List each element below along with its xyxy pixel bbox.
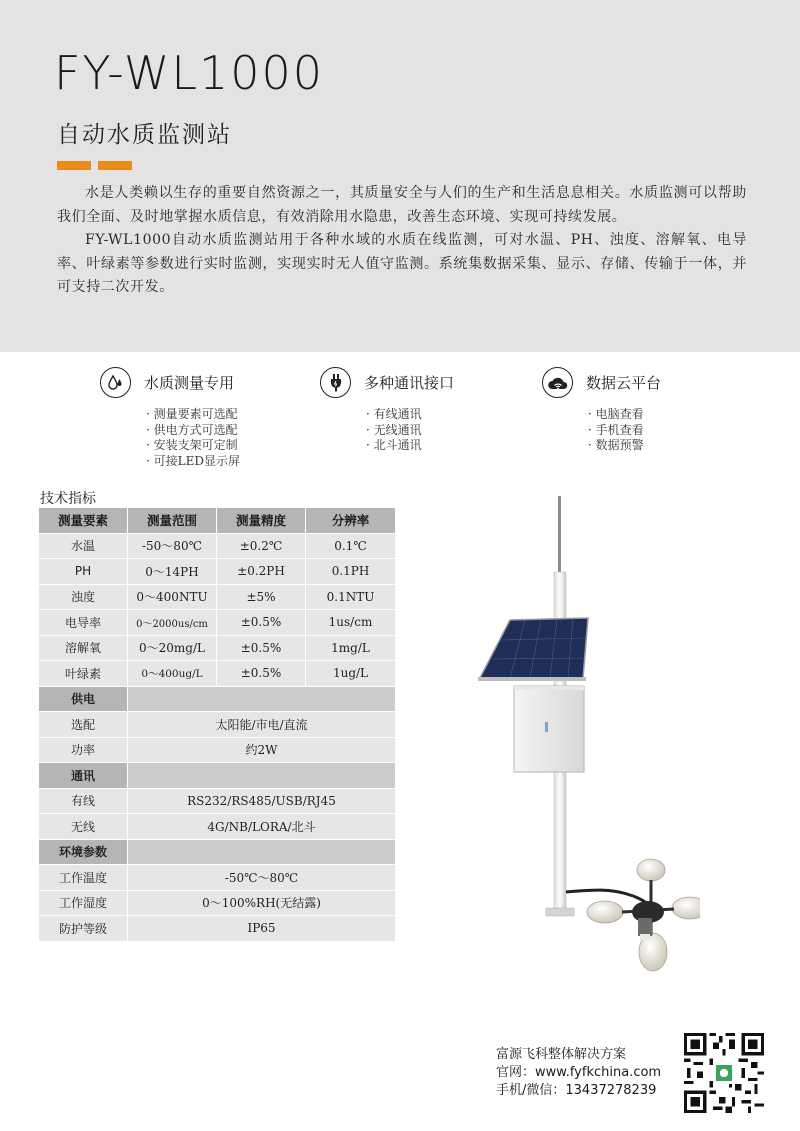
table-row [39, 584, 396, 610]
table-row [39, 788, 396, 814]
table-row [39, 865, 396, 891]
website-text: 官网：www.fyfkchina.com [496, 1065, 662, 1080]
table-cell: 0.1NTU [306, 584, 396, 610]
feature-title: 数据云平台 [586, 374, 662, 392]
table-cell: 0～2000us/cm [128, 610, 217, 636]
table-row [39, 610, 396, 636]
table-row [39, 814, 396, 840]
table-header-row [39, 508, 396, 534]
column-header: 测量范围 [128, 508, 217, 534]
table-cell: 1us/cm [306, 610, 396, 636]
feature-item: · 电脑查看 [588, 407, 644, 423]
section-row-power [39, 686, 396, 712]
table-cell: 浊度 [39, 584, 128, 610]
table-cell: 0～20mg/L [128, 635, 217, 661]
table-cell: 约2W [128, 737, 396, 763]
table-row [39, 890, 396, 916]
feature-item: · 有线通讯 [366, 407, 422, 423]
table-row [39, 737, 396, 763]
feature-title: 多种通讯接口 [364, 374, 455, 392]
table-cell: 工作温度 [39, 865, 128, 891]
section-label: 环境参数 [39, 839, 128, 865]
section-label: 供电 [39, 686, 128, 712]
table-cell: 防护等级 [39, 916, 128, 942]
header-band [0, 0, 800, 352]
accent-bar [98, 161, 132, 170]
table-cell: IP65 [128, 916, 396, 942]
table-cell: 4G/NB/LORA/北斗 [128, 814, 396, 840]
table-cell: 选配 [39, 712, 128, 738]
table-cell: -50～80℃ [128, 533, 217, 559]
column-header: 分辨率 [306, 508, 396, 534]
feature-item: · 可接LED显示屏 [146, 454, 240, 470]
table-cell: 0～400NTU [128, 584, 217, 610]
product-model: FY-WL1000 [54, 46, 325, 100]
table-row [39, 916, 396, 942]
table-cell: 太阳能/市电/直流 [128, 712, 396, 738]
section-fill [128, 839, 396, 865]
table-cell: 溶解氧 [39, 635, 128, 661]
feature-title: 水质测量专用 [144, 374, 235, 392]
table-cell: ±0.5% [217, 635, 306, 661]
table-cell: 0.1℃ [306, 533, 396, 559]
feature-item: · 供电方式可选配 [146, 423, 240, 439]
table-cell: 无线 [39, 814, 128, 840]
feature-list [146, 407, 240, 469]
table-cell: ±0.2℃ [217, 533, 306, 559]
section-fill [128, 763, 396, 789]
water-drop-icon [100, 367, 131, 398]
plug-icon [320, 367, 351, 398]
table-cell: 电导率 [39, 610, 128, 636]
table-row [39, 661, 396, 687]
feature-list [588, 407, 644, 454]
section-fill [128, 686, 396, 712]
spec-title: 技术指标 [40, 491, 96, 507]
column-header: 测量要素 [39, 508, 128, 534]
table-cell: 1ug/L [306, 661, 396, 687]
intro-paragraph: FY-WL1000自动水质监测站用于各种水域的水质在线监测，可对水温、PH、浊度、溶解氧、电导率、叶绿素等参数进行实时监测，实现实时无人值守监测。系统集数据采集、显示、存储、传输于一体，并可支持二次开发。 [57, 232, 747, 295]
table-row [39, 559, 396, 585]
table-row [39, 712, 396, 738]
feature-item: · 北斗通讯 [366, 438, 422, 454]
feature-item: · 安装支架可定制 [146, 438, 240, 454]
table-cell: -50℃～80℃ [128, 865, 396, 891]
table-cell: ±0.5% [217, 610, 306, 636]
table-cell: ±0.2PH [217, 559, 306, 585]
section-row-comm [39, 763, 396, 789]
table-cell: RS232/RS485/USB/RJ45 [128, 788, 396, 814]
table-cell: 水温 [39, 533, 128, 559]
phone-text: 手机/微信：13437278239 [496, 1083, 657, 1098]
table-cell: ±0.5% [217, 661, 306, 687]
column-header: 测量精度 [217, 508, 306, 534]
table-cell: 0～100%RH(无结露) [128, 890, 396, 916]
table-cell: 0～400ug/L [128, 661, 217, 687]
section-row-env [39, 839, 396, 865]
section-label: 通讯 [39, 763, 128, 789]
table-cell: 工作湿度 [39, 890, 128, 916]
feature-item: · 数据预警 [588, 438, 644, 454]
company-slogan: 富源飞科整体解决方案 [496, 1047, 627, 1062]
table-cell: 0.1PH [306, 559, 396, 585]
table-cell: 0～14PH [128, 559, 217, 585]
intro-paragraph: 水是人类赖以生存的重要自然资源之一，其质量安全与人们的生产和生活息息相关。水质监测可以帮助我们全面、及时地掌握水质信息，有效消除用水隐患，改善生态环境、实现可持续发展。 [57, 185, 747, 225]
table-cell: ±5% [217, 584, 306, 610]
feature-list [366, 407, 422, 454]
feature-item: · 测量要素可选配 [146, 407, 240, 423]
table-cell: 有线 [39, 788, 128, 814]
table-cell: 功率 [39, 737, 128, 763]
accent-bar [57, 161, 91, 170]
table-cell: 叶绿素 [39, 661, 128, 687]
spec-table [38, 507, 396, 942]
intro-text [57, 182, 747, 300]
table-row [39, 635, 396, 661]
cloud-wifi-icon [542, 367, 573, 398]
product-illustration [470, 490, 700, 990]
feature-item: · 手机查看 [588, 423, 644, 439]
table-cell: PH [39, 559, 128, 585]
table-row [39, 533, 396, 559]
contact-block [496, 1046, 661, 1100]
qr-code-icon [684, 1033, 764, 1113]
product-subtitle: 自动水质监测站 [57, 122, 232, 148]
table-cell: 1mg/L [306, 635, 396, 661]
feature-item: · 无线通讯 [366, 423, 422, 439]
